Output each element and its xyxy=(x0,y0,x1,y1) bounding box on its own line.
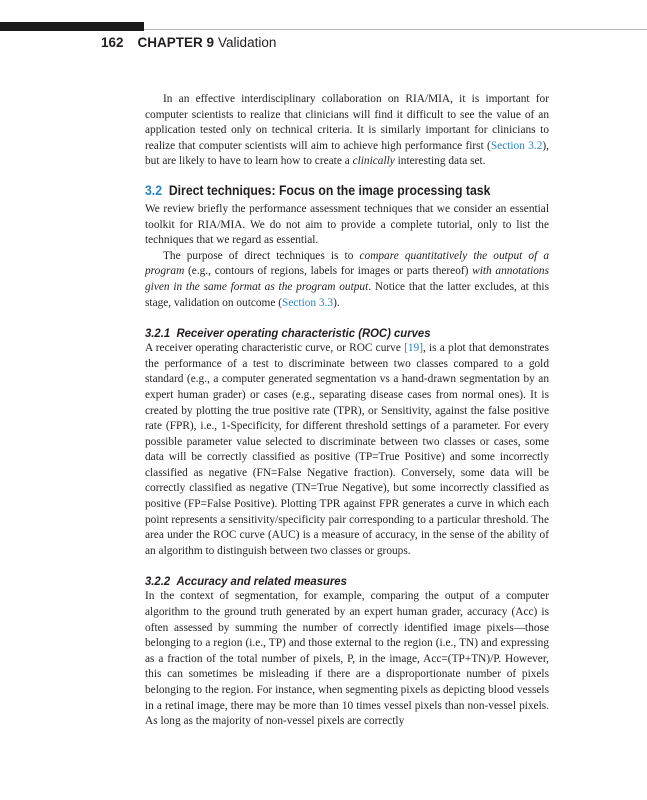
section-3-2-link[interactable]: Section 3.2 xyxy=(490,139,543,152)
subsection-title: Accuracy and related measures xyxy=(176,574,347,589)
reference-19-link[interactable]: [19] xyxy=(404,342,423,355)
chapter-title: Validation xyxy=(218,35,277,50)
subsection-number: 3.2.2 xyxy=(145,574,171,589)
subsection-title: Receiver operating characteristic (ROC) curves xyxy=(176,326,431,341)
page-number: 162 xyxy=(101,35,124,50)
chapter-label: CHAPTER 9 xyxy=(137,35,215,50)
intro-paragraph: In an effective interdisciplinary collaboration on RIA/MIA, it is important for computer scientists to realize that clinicians will find it difficult to see the value of an application tested only on technical criteria. It is similarly important for clinicians to realize that computer scientists will aim to achieve high performance first (Section 3.2), but are likely to have to learn how to create a clinically interesting data set. xyxy=(145,93,549,168)
section-number: 3.2 xyxy=(145,182,163,198)
section-3-2-2-paragraph: In the context of segmentation, for example, comparing the output of a computer algorithm to the ground truth generated by an expert human grader, accuracy (Acc) is often assessed by summing the number of correctly identified image pixels—those belonging to a region (i.e., TP) and those external to the region (i.e., TN) and expressing as a fraction of the total number of pixels, P, in the image, Acc=(TP+TN)/P. However, this can sometimes be misleading if there are a disproportionate number of pixels belonging to the region. For instance, when segmenting pixels as depicting blood vessels in a retinal image, there may be more than 10 times vessel pixels than non-vessel pixels. As long as the majority of non-vessel pixels are correctly xyxy=(145,590,549,728)
section-3-2-2-heading xyxy=(145,573,517,589)
section-3-3-link[interactable]: Section 3.3 xyxy=(282,296,334,309)
header-rule xyxy=(144,29,647,30)
section-3-2-paragraph-2: The purpose of direct techniques is to compare quantitatively the output of a program (e.g., contours of regions, labels for images or parts thereof) with annotations given in the same format as the program output. Notice that the latter excludes, at this stage, validation on outcome (Section 3.3). xyxy=(145,249,550,309)
header-bar xyxy=(0,22,144,31)
section-3-2-paragraph-1: We review briefly the performance assessment techniques that we consider an essential toolkit for RIA/MIA. We do not aim to provide a complete tutorial, only to list the techniques that we regard as essential. xyxy=(145,202,549,247)
running-head xyxy=(101,35,276,53)
section-3-2-1-paragraph: A receiver operating characteristic curve, or ROC curve [19], is a plot that demonstrates the performance of a test to discriminate between two classes compared to a gold standard (e.g., a computer generated segmentation vs a hand-drawn segmentation by an expert human grader) or cases (e.g., separating disease cases from normal ones). It is created by plotting the true positive rate (TPR), or Sensitivity, against the false positive rate (FPR), i.e., 1-Specificity, for different threshold settings of a parameter. For every possible parameter value selected to discriminate between two classes or cases, some data will be correctly classified as positive (TP=True Positive) and some incorrectly classified as negative (FN=False Negative fraction). Conversely, some data will be correctly classified as negative (TN=True Negative), but some incorrectly classified as positive (FP=False Positive). Plotting TPR against FPR generates a curve in which each point represents a sensitivity/specificity pair corresponding to a particular threshold. The area under the ROC curve (AUC) is a measure of accuracy, in the sense of the ability of an algorithm to distinguish between two classes or groups. xyxy=(145,342,549,557)
section-title: Direct techniques: Focus on the image processing task xyxy=(168,182,491,198)
subsection-number: 3.2.1 xyxy=(145,326,171,341)
section-3-2-heading xyxy=(145,182,509,199)
section-3-2-1-heading xyxy=(145,325,517,341)
page-body xyxy=(145,92,549,730)
